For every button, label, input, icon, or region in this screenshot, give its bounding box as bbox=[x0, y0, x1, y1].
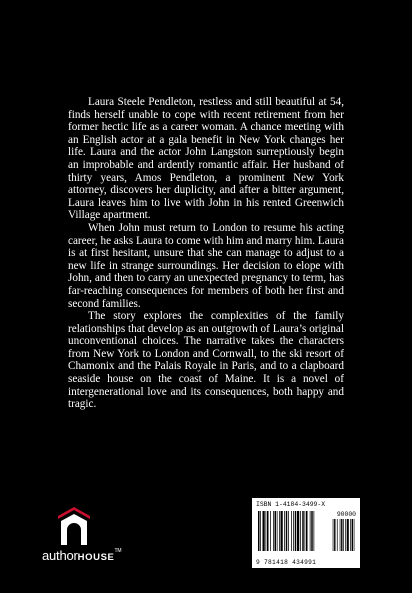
barcode-bar bbox=[311, 511, 313, 551]
barcode-bar bbox=[288, 511, 289, 551]
barcode-addon-bar bbox=[341, 519, 342, 551]
barcode-bar bbox=[258, 511, 260, 551]
barcode-bar bbox=[281, 511, 283, 551]
barcode-addon-bar bbox=[345, 519, 346, 551]
barcode-bar bbox=[260, 511, 261, 551]
barcode-bar bbox=[275, 511, 277, 551]
barcode-bar bbox=[297, 511, 299, 551]
barcode-bar bbox=[267, 511, 269, 551]
barcode-bar bbox=[293, 511, 294, 551]
barcode-addon-bar bbox=[354, 519, 355, 551]
isbn-barcode bbox=[252, 498, 360, 568]
barcode-bar bbox=[277, 511, 278, 551]
barcode-addon-bar bbox=[333, 519, 334, 551]
barcode-bar bbox=[273, 511, 274, 551]
barcode-addon-bar bbox=[340, 519, 341, 551]
blurb-paragraph: When John must return to London to resume his acting career, he asks Laura to come with him and marry him. Laura is at first hesitant, unsure that she can manage to adjust to a new life in strange surroundings. Her decision to elope with John, and then to carry an unexpected pregnancy to term, has far-reaching consequences for members of both her first and second families. bbox=[68, 221, 344, 310]
price-code: 90000 bbox=[336, 511, 356, 518]
barcode-addon-bar bbox=[343, 519, 344, 551]
back-cover-blurb bbox=[68, 96, 344, 411]
isbn-text: ISBN 1-4184-3499-X bbox=[256, 501, 326, 508]
publisher-name bbox=[42, 548, 121, 563]
barcode-bar bbox=[263, 511, 265, 551]
barcode-addon-bar bbox=[347, 519, 349, 551]
trademark-symbol: TM bbox=[114, 548, 122, 554]
barcode-addon-bar bbox=[352, 519, 353, 551]
barcode-bar bbox=[270, 511, 271, 551]
publisher-name-part2: HOUSE bbox=[77, 552, 115, 563]
barcode-bar bbox=[314, 511, 315, 551]
barcode-bar bbox=[306, 511, 308, 551]
barcode-bars bbox=[256, 511, 356, 557]
barcode-addon-bar bbox=[334, 519, 335, 551]
barcode-bar bbox=[266, 511, 267, 551]
barcode-addon-bar bbox=[337, 519, 338, 551]
publisher-name-part1: author bbox=[42, 548, 78, 563]
ean-digits: 9 781418 434991 bbox=[256, 559, 317, 566]
barcode-bar bbox=[295, 511, 297, 551]
barcode-bar bbox=[284, 511, 285, 551]
barcode-bar bbox=[291, 511, 292, 551]
barcode-bar bbox=[305, 511, 306, 551]
blurb-paragraph: Laura Steele Pendleton, restless and still beautiful at 54, finds herself unable to cope with recent retirement from her former hectic life as a career woman. A chance meeting with an English actor at a gala benefit in New York changes her life. Laura and the actor John Langston surreptiously begin an improbable and ardently romantic affair. Her husband of thirty years, Amos Pendleton, a prominent New York attorney, discovers her duplicity, and after a bitter argument, Laura leaves him to live with John in his rented Greenwich Village apartment. bbox=[68, 96, 344, 222]
barcode-bar bbox=[302, 511, 304, 551]
blurb-paragraph: The story explores the complexities of the family relationships that develop as an outgrowth of Laura’s original unconventional choices. The narrative takes the characters from New York to London and Cornwall, to the ski resort of Chamonix and the Palais Royale in Paris, and to a clapboard seaside house on the coast of Maine. It is a novel of intergenerational love and its consequences, both happy and tragic. bbox=[68, 310, 344, 411]
publisher-logo bbox=[42, 506, 122, 568]
barcode-bar bbox=[279, 511, 280, 551]
barcode-bar bbox=[300, 511, 301, 551]
barcode-bar bbox=[310, 511, 311, 551]
barcode-addon-bar bbox=[350, 519, 351, 551]
authorhouse-logo-icon bbox=[57, 506, 91, 546]
barcode-bar bbox=[286, 511, 288, 551]
